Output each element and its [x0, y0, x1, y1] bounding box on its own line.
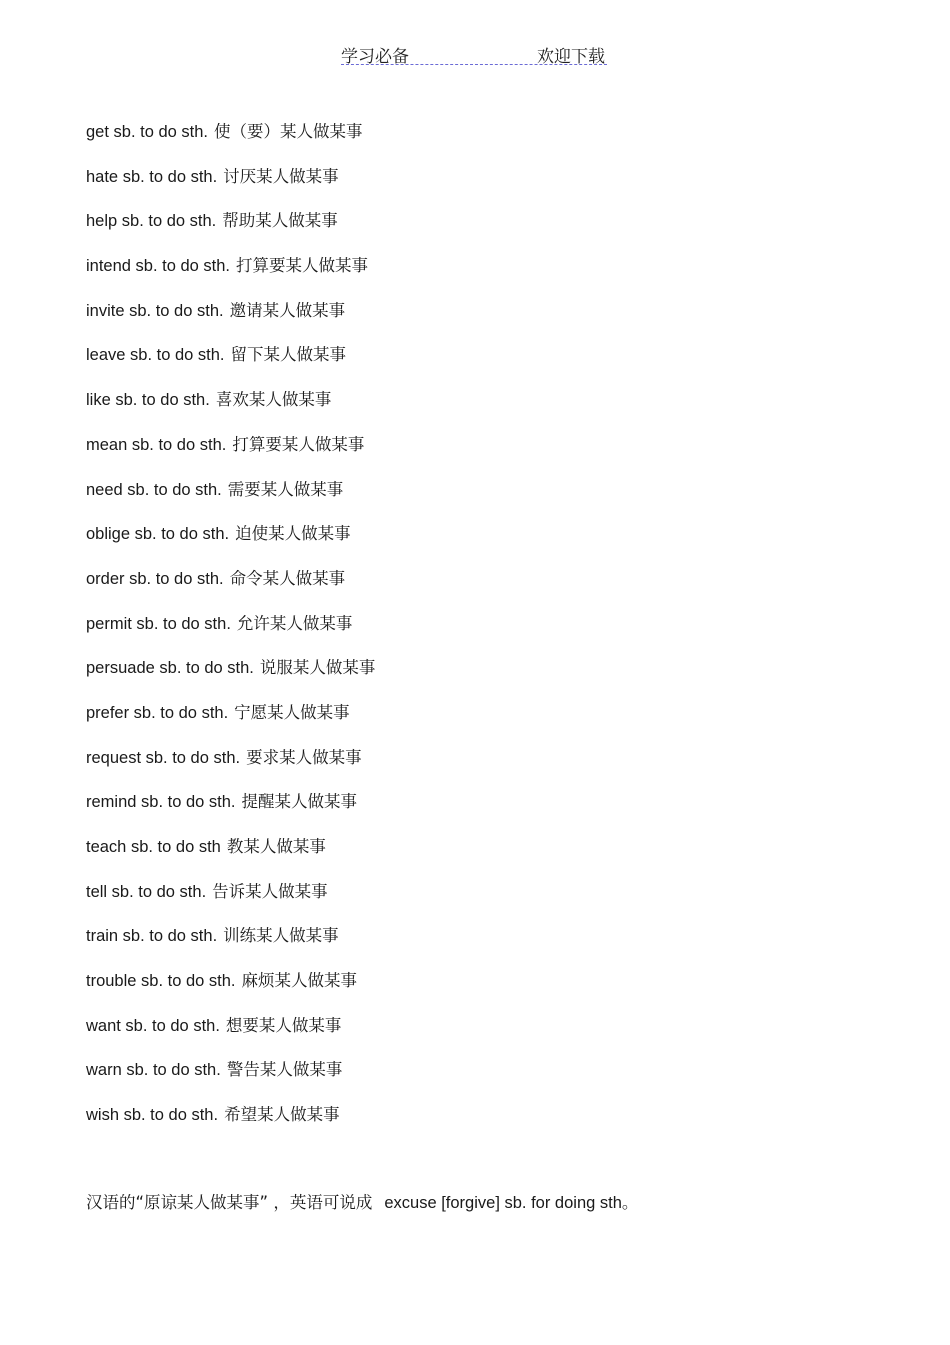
phrase-english: tell sb. to do sth.: [86, 882, 207, 901]
phrase-chinese: 需要某人做某事: [227, 479, 344, 499]
phrase-english: trouble sb. to do sth.: [86, 972, 236, 991]
list-item: [86, 254, 375, 299]
page-header: [341, 42, 607, 65]
phrase-english: wish sb. to do sth.: [86, 1106, 219, 1125]
phrase-chinese: 宁愿某人做某事: [234, 702, 350, 722]
list-item: [86, 969, 375, 1014]
header-left-text: 学习必备: [341, 47, 409, 67]
phrase-chinese: 邀请某人做某事: [229, 300, 346, 320]
phrase-english: mean sb. to do sth.: [86, 435, 227, 454]
phrase-chinese: 迫使某人做某事: [235, 524, 351, 544]
phrase-chinese: 打算要某人做某事: [232, 434, 365, 454]
header-right-text: 欢迎下载: [537, 47, 605, 67]
phrase-chinese: 打算要某人做某事: [236, 256, 369, 276]
phrase-list: [86, 120, 375, 1148]
phrase-chinese: 喜欢某人做某事: [215, 390, 332, 410]
phrase-english: hate sb. to do sth.: [86, 167, 218, 186]
phrase-chinese: 警告某人做某事: [226, 1060, 343, 1080]
phrase-chinese: 提醒某人做某事: [241, 792, 357, 812]
footnote-chinese: 汉语的“原谅某人做某事” ，英语可说成: [86, 1193, 373, 1212]
list-item: [86, 880, 375, 925]
phrase-chinese: 希望某人做某事: [224, 1105, 340, 1125]
phrase-chinese: 教某人做某事: [226, 837, 326, 856]
list-item: [86, 433, 375, 478]
list-item: [86, 835, 375, 880]
phrase-chinese: 命令某人做某事: [229, 568, 346, 588]
phrase-chinese: 使（要）某人做某事: [214, 122, 363, 141]
phrase-chinese: 讨厌某人做某事: [223, 166, 339, 186]
phrase-english: teach sb. to do sth: [86, 838, 221, 856]
list-item: [86, 790, 375, 835]
list-item: [86, 388, 375, 433]
phrase-english: persuade sb. to do sth.: [86, 659, 254, 678]
list-item: [86, 567, 375, 612]
list-item: [86, 1103, 375, 1148]
phrase-english: train sb. to do sth.: [86, 927, 218, 946]
phrase-chinese: 想要某人做某事: [225, 1015, 342, 1035]
list-item: [86, 343, 375, 388]
list-item: [86, 299, 375, 344]
phrase-english: help sb. to do sth.: [86, 212, 217, 231]
phrase-english: request sb. to do sth.: [86, 748, 241, 767]
phrase-english: oblige sb. to do sth.: [86, 525, 230, 544]
phrase-chinese: 麻烦某人做某事: [241, 971, 358, 991]
phrase-english: leave sb. to do sth.: [86, 346, 225, 365]
phrase-chinese: 要求某人做某事: [246, 747, 362, 767]
footnote-paragraph: [86, 1191, 638, 1215]
phrase-english: remind sb. to do sth.: [86, 793, 236, 812]
phrase-english: get sb. to do sth.: [86, 123, 208, 141]
list-item: [86, 656, 375, 701]
list-item: [86, 746, 375, 791]
phrase-chinese: 帮助某人做某事: [222, 211, 338, 231]
phrase-chinese: 允许某人做某事: [236, 613, 353, 633]
list-item: [86, 1014, 375, 1059]
phrase-chinese: 说服某人做某事: [259, 658, 376, 678]
footnote-english: excuse [forgive] sb. for doing sth。: [384, 1194, 639, 1212]
phrase-chinese: 留下某人做某事: [230, 345, 347, 365]
phrase-english: permit sb. to do sth.: [86, 614, 231, 633]
list-item: [86, 924, 375, 969]
phrase-english: want sb. to do sth.: [86, 1016, 220, 1035]
list-item: [86, 165, 375, 210]
list-item: [86, 522, 375, 567]
phrase-english: intend sb. to do sth.: [86, 257, 231, 276]
list-item: [86, 209, 375, 254]
list-item: [86, 612, 375, 657]
phrase-english: order sb. to do sth.: [86, 569, 224, 588]
list-item: [86, 120, 375, 165]
list-item: [86, 701, 375, 746]
list-item: [86, 478, 375, 523]
phrase-chinese: 告诉某人做某事: [212, 881, 328, 901]
list-item: [86, 1058, 375, 1103]
phrase-english: like sb. to do sth.: [86, 391, 210, 410]
phrase-english: need sb. to do sth.: [86, 480, 222, 499]
phrase-english: warn sb. to do sth.: [86, 1061, 221, 1080]
phrase-english: prefer sb. to do sth.: [86, 703, 229, 722]
phrase-english: invite sb. to do sth.: [86, 301, 224, 320]
phrase-chinese: 训练某人做某事: [223, 926, 339, 946]
